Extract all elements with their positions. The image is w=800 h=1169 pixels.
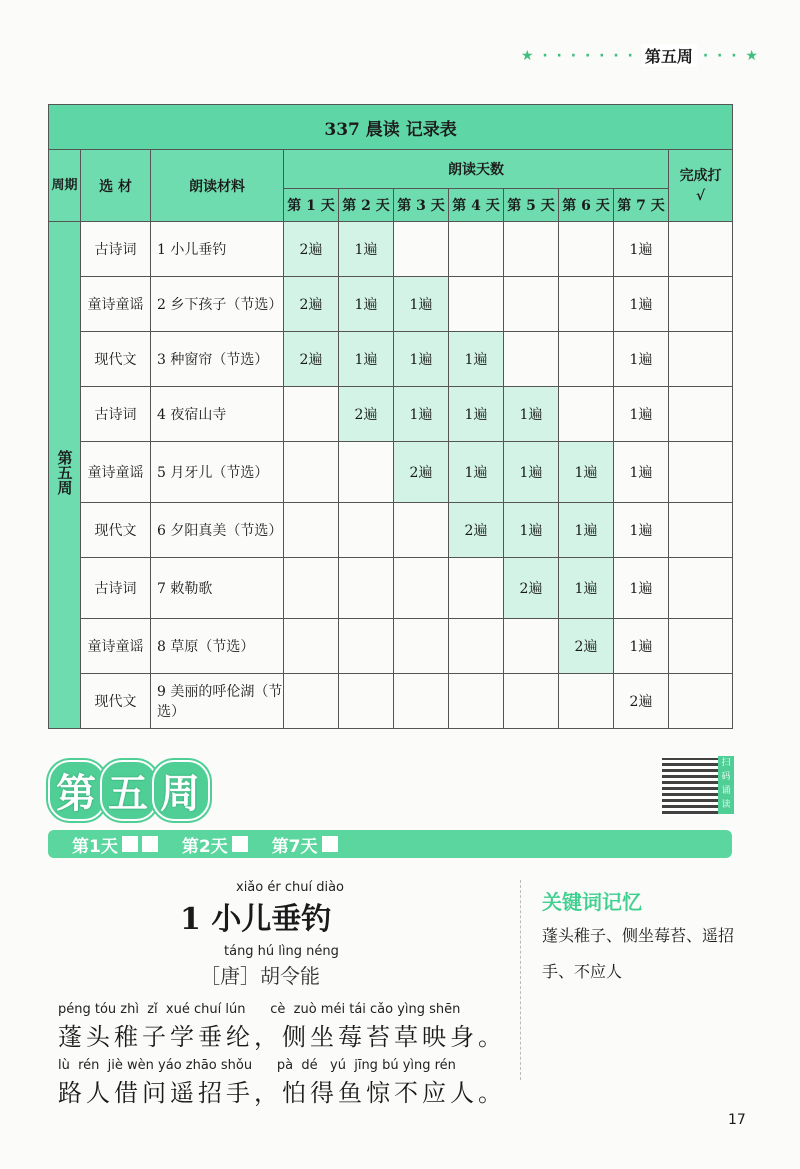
table-row	[49, 619, 733, 674]
qr-code[interactable]	[660, 756, 720, 816]
material-cell: 2 乡下孩子（节选）	[151, 277, 284, 332]
poem-author: ［唐］胡令能	[200, 964, 320, 988]
line-2-pinyin: lù rén jiè wèn yáo zhāo shǒu pà dé yú jīng bú yìng rén	[58, 1058, 456, 1073]
table-row	[49, 277, 733, 332]
day-cell	[504, 222, 559, 277]
author-pinyin: táng hú lìng néng	[224, 944, 339, 959]
col-week: 周期	[49, 150, 81, 222]
line-1-text: 蓬头稚子学垂纶，侧坐莓苔草映身。	[58, 1023, 506, 1051]
table-title: 337 晨读 记录表	[49, 105, 733, 150]
day-cell	[559, 332, 614, 387]
day-cell: 2遍	[394, 442, 449, 503]
day-cell	[504, 619, 559, 674]
day-cell: 1遍	[339, 277, 394, 332]
week-banner-char: 五	[100, 760, 158, 821]
material-cell: 9 美丽的呼伦湖（节选）	[151, 674, 284, 729]
table-row	[49, 503, 733, 558]
table-row	[49, 332, 733, 387]
day-cell: 1遍	[339, 332, 394, 387]
day-cell: 1遍	[449, 387, 504, 442]
category-cell: 古诗词	[81, 558, 151, 619]
checkbox-square[interactable]	[232, 836, 248, 852]
done-check-cell[interactable]	[669, 442, 733, 503]
day-7-check: 第7天	[272, 832, 338, 857]
day-cell	[559, 387, 614, 442]
day-header-1: 第 1 天	[284, 189, 339, 222]
day-cell	[339, 503, 394, 558]
day-cell	[504, 332, 559, 387]
poem-title-pinyin: xiǎo ér chuí diào	[236, 880, 344, 895]
day-cell: 1遍	[394, 387, 449, 442]
category-cell: 现代文	[81, 332, 151, 387]
day-cell	[339, 442, 394, 503]
week-banner-char: 第	[48, 760, 106, 821]
day-cell	[284, 387, 339, 442]
day-2-check: 第2天	[182, 832, 248, 857]
poem-title-text: 1 小儿垂钓	[180, 902, 332, 937]
day-cell: 2遍	[504, 558, 559, 619]
table-row	[49, 222, 733, 277]
category-cell: 童诗童谣	[81, 277, 151, 332]
material-cell: 1 小儿垂钓	[151, 222, 284, 277]
day-header-3: 第 3 天	[394, 189, 449, 222]
category-cell: 现代文	[81, 674, 151, 729]
day-header-4: 第 4 天	[449, 189, 504, 222]
day-cell	[449, 619, 504, 674]
done-check-cell[interactable]	[669, 674, 733, 729]
day-cell: 2遍	[449, 503, 504, 558]
week-tag-text: 第五周	[641, 44, 697, 67]
done-check-cell[interactable]	[669, 387, 733, 442]
day-cell	[559, 222, 614, 277]
day-cell	[559, 277, 614, 332]
day-cell: 1遍	[614, 222, 669, 277]
checkbox-square[interactable]	[322, 836, 338, 852]
day-cell	[394, 619, 449, 674]
poem-line-2	[58, 1058, 506, 1108]
day-header-7: 第 7 天	[614, 189, 669, 222]
col-material: 朗读材料	[151, 150, 284, 222]
day-cell: 1遍	[614, 503, 669, 558]
day-cell: 1遍	[614, 619, 669, 674]
col-done: 完成打√	[669, 150, 733, 222]
day-1-check: 第1天	[72, 832, 158, 857]
material-cell: 7 敕勒歌	[151, 558, 284, 619]
column-divider	[520, 880, 522, 1080]
day-cell: 1遍	[559, 442, 614, 503]
day-cell	[284, 442, 339, 503]
done-check-cell[interactable]	[669, 222, 733, 277]
day-cell	[559, 674, 614, 729]
day-cell: 1遍	[504, 503, 559, 558]
day-cell	[339, 674, 394, 729]
day-cell: 2遍	[284, 222, 339, 277]
day-cell: 1遍	[614, 558, 669, 619]
category-cell: 现代文	[81, 503, 151, 558]
line-1-pinyin: péng tóu zhì zǐ xué chuí lún cè zuò méi tái cǎo yìng shēn	[58, 1002, 461, 1017]
checkbox-square[interactable]	[122, 836, 138, 852]
category-cell: 古诗词	[81, 222, 151, 277]
day-cell: 2遍	[559, 619, 614, 674]
page-number: 17	[728, 1112, 746, 1128]
material-cell: 4 夜宿山寺	[151, 387, 284, 442]
week-label: 第五周	[49, 222, 81, 729]
day-cell: 1遍	[339, 222, 394, 277]
day-cell: 1遍	[614, 277, 669, 332]
day-header-5: 第 5 天	[504, 189, 559, 222]
day-header-2: 第 2 天	[339, 189, 394, 222]
table-row	[49, 442, 733, 503]
done-check-cell[interactable]	[669, 503, 733, 558]
material-cell: 3 种窗帘（节选）	[151, 332, 284, 387]
done-check-cell[interactable]	[669, 332, 733, 387]
day-cell	[339, 558, 394, 619]
done-check-cell[interactable]	[669, 558, 733, 619]
day-cell	[394, 222, 449, 277]
table-row	[49, 558, 733, 619]
day-cell: 1遍	[449, 442, 504, 503]
day-cell: 2遍	[284, 277, 339, 332]
day-cell	[394, 558, 449, 619]
day-cell: 1遍	[449, 332, 504, 387]
col-category: 选 材	[81, 150, 151, 222]
day-cell: 1遍	[614, 442, 669, 503]
done-check-cell[interactable]	[669, 277, 733, 332]
checkbox-square[interactable]	[142, 836, 158, 852]
day-cell	[339, 619, 394, 674]
record-table	[48, 104, 732, 729]
week-banner-char: 周	[152, 760, 210, 821]
dots-decoration: · · · ★	[702, 47, 760, 64]
day-cell	[449, 674, 504, 729]
day-cell	[504, 674, 559, 729]
material-cell: 5 月牙儿（节选）	[151, 442, 284, 503]
day-cell: 2遍	[284, 332, 339, 387]
day-cell	[394, 503, 449, 558]
material-cell: 8 草原（节选）	[151, 619, 284, 674]
day-cell: 1遍	[504, 387, 559, 442]
day-cell: 1遍	[394, 277, 449, 332]
day-cell	[504, 277, 559, 332]
day-cell	[284, 503, 339, 558]
table-row	[49, 674, 733, 729]
day-cell	[284, 674, 339, 729]
day-cell: 1遍	[504, 442, 559, 503]
line-2-text: 路人借问遥招手，怕得鱼惊不应人。	[58, 1079, 506, 1107]
day-cell: 1遍	[614, 332, 669, 387]
day-cell: 1遍	[559, 503, 614, 558]
day-header-6: 第 6 天	[559, 189, 614, 222]
table-row	[49, 387, 733, 442]
day-cell	[449, 222, 504, 277]
dots-decoration: ★ · · · · · · ·	[520, 47, 635, 64]
material-cell: 6 夕阳真美（节选）	[151, 503, 284, 558]
category-cell: 古诗词	[81, 387, 151, 442]
day-cell	[394, 674, 449, 729]
week-tag	[521, 44, 760, 67]
keywords-text: 蓬头稚子、侧坐莓苔、遥招手、不应人	[542, 926, 735, 981]
day-cell: 2遍	[339, 387, 394, 442]
qr-label: 扫码诵读	[718, 756, 734, 814]
day-cell: 1遍	[614, 387, 669, 442]
category-cell: 童诗童谣	[81, 619, 151, 674]
day-cell: 2遍	[614, 674, 669, 729]
col-days: 朗读天数	[284, 150, 669, 189]
day-cell	[284, 619, 339, 674]
keywords-title: 关键词记忆	[542, 890, 642, 914]
category-cell: 童诗童谣	[81, 442, 151, 503]
day-cell	[284, 558, 339, 619]
day-cell	[449, 558, 504, 619]
done-check-cell[interactable]	[669, 619, 733, 674]
day-cell	[449, 277, 504, 332]
day-cell: 1遍	[394, 332, 449, 387]
week-banner-title	[48, 760, 204, 821]
day-cell: 1遍	[559, 558, 614, 619]
poem-line-1	[58, 1002, 506, 1052]
day-bar	[48, 830, 732, 858]
